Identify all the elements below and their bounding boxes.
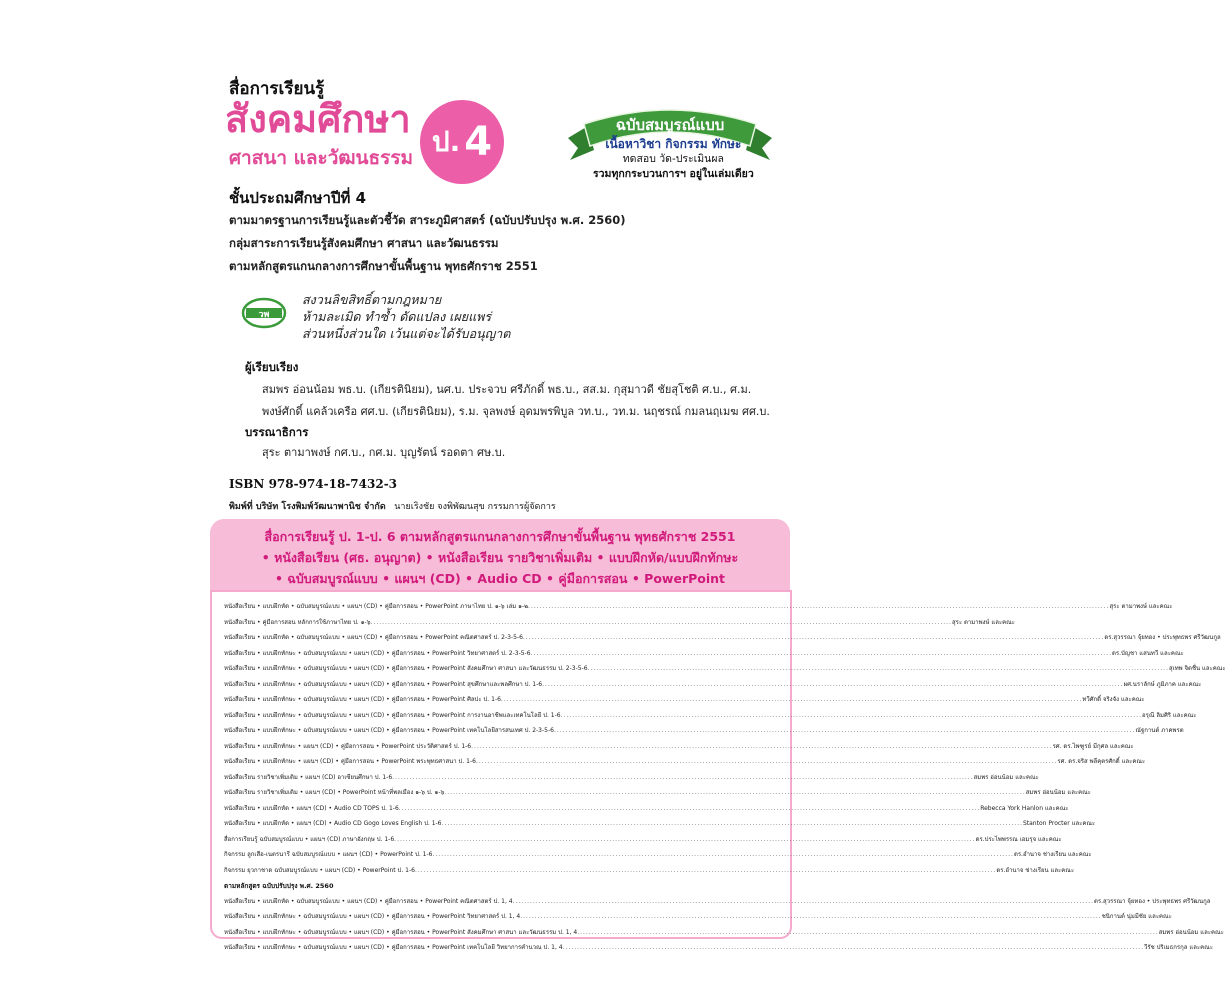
list-item	[224, 786, 1091, 800]
list-item	[224, 693, 1145, 707]
copyright-line-1: สงวนลิขสิทธิ์ตามกฎหมาย	[302, 292, 442, 307]
list-item	[224, 941, 1213, 955]
standard-line-1: ตามมาตรฐานการเรียนรู้และตัวชี้วัด สาระภูมิศาสตร์ (ฉบับปรับปรุง พ.ศ. 2560)	[229, 213, 626, 227]
list-item-authors: สมพร อ่อนน้อม และคณะ	[1025, 789, 1091, 796]
subject-subtitle: ศาสนา และวัฒนธรรม	[229, 147, 414, 169]
list-item	[224, 926, 1224, 940]
list-item-title: หนังสือเรียน • แบบฝึกทักษะ • ฉบับสมบูรณ์แบบ • แผนฯ (CD) • คู่มือการสอน • PowerPoint เทคโนโลยีสารสนเทศ ป. 2-3-5-6	[224, 727, 554, 734]
list-item-leader: ........................................................................................................................................................................................................	[512, 897, 1095, 905]
list-item-leader: ........................................................................................................................................................................................................	[432, 851, 1014, 858]
list-item	[224, 864, 1075, 878]
list-item-leader: ........................................................................................................................................................................................................	[587, 665, 1169, 672]
copyright-line-2: ห้ามละเมิด ทำซ้ำ ดัดแปลง เผยแพร่	[302, 309, 492, 324]
promo-line-3: • ฉบับสมบูรณ์แบบ • แผนฯ (CD) • Audio CD • คู่มือการสอน • PowerPoint	[274, 571, 726, 586]
list-item-authors: ดร.สุวรรณา จุ้ยทอง • ประพุทธพร ศรีวัฒนกูล	[1094, 897, 1211, 905]
list-item-authors: รศ. ดร.ไพฑูรย์ มีกุศล และคณะ	[1052, 742, 1134, 750]
list-item-authors: รศ. ดร.จริส พลีคุตรศักดิ์ และคณะ	[1057, 758, 1146, 765]
list-item-authors: ทวีศักดิ์ จริงจัง และคณะ	[1082, 696, 1145, 703]
list-item-leader: ........................................................................................................................................................................................................	[560, 711, 1143, 719]
ribbon-features	[593, 137, 754, 182]
list-item-authors: ดร.สุวรรณา จุ้ยทอง • ประพุทธพร ศรีวัฒนกูล	[1104, 634, 1221, 641]
list-item-leader: ........................................................................................................................................................................................................	[394, 835, 976, 843]
list-item	[224, 910, 1172, 924]
list-item-authors: Stanton Procter และคณะ	[1022, 820, 1096, 827]
list-item-title: หนังสือเรียน • แบบฝึกหัด • ฉบับสมบูรณ์แบบ • แผนฯ (CD) • คู่มือการสอน • PowerPoint คณิตศาสตร์ ป. 2-3-5-6	[224, 634, 523, 641]
subject-title: สังคมศึกษา	[225, 97, 411, 141]
list-item-title: หนังสือเรียน • แบบฝึกทักษะ • ฉบับสมบูรณ์แบบ • แผนฯ (CD) • คู่มือการสอน • PowerPoint การงานอาชีพและเทคโนโลยี ป. 1-6	[224, 711, 561, 719]
list-item-leader: ........................................................................................................................................................................................................	[500, 696, 1083, 703]
list-item-title: หนังสือเรียน • แบบฝึกหัด • แผนฯ (CD) • Audio CD Gogo Loves English ป. 1-6	[224, 820, 442, 827]
series-label: สื่อการเรียนรู้	[229, 79, 325, 99]
author-line-2: พงษ์ศักดิ์ แคล้วเครือ ศศ.บ. (เกียรตินิยม), ร.ม. จุลพงษ์ อุดมพรพิบูล วท.บ., วท.ม. นฤชรณ์ กมลนฤเมฆ ศศ.บ.	[262, 405, 770, 418]
list-item	[224, 647, 1184, 661]
list-item-authors: ชนิกานต์ นุ่มมีชัย และคณะ	[1101, 913, 1172, 920]
list-item-authors: สมพร อ่อนน้อม และคณะ	[973, 773, 1039, 781]
list-item-leader: ........................................................................................................................................................................................................	[522, 634, 1105, 641]
list-item-leader: ........................................................................................................................................................................................................	[577, 928, 1159, 936]
list-item-authors: อรุณี ลิมศิริ และคณะ	[1142, 711, 1197, 719]
list-item-authors: Rebecca York Hanlon และคณะ	[980, 804, 1069, 812]
author-line-1: สมพร อ่อนน้อม พธ.บ. (เกียรตินิยม), นศ.บ. ประจวบ ศรีภักดิ์ พธ.บ., สส.ม. กุสุมาวดี ชัยสุโชติ ศ.บ., ศ.ม.	[262, 383, 752, 396]
ribbon-feature-2: ทดสอบ วัด-ประเมินผล	[622, 153, 724, 165]
list-item	[224, 755, 1146, 769]
list-item-leader: ........................................................................................................................................................................................................	[528, 603, 1110, 610]
list-item-title: หนังสือเรียน • คู่มือการสอน หลักการใช้ภาษาไทย ป. ๑-๖	[224, 618, 371, 626]
copyright-line-3: ส่วนหนึ่งส่วนใด เว้นแต่จะได้รับอนุญาต	[302, 326, 511, 341]
list-item-leader: ........................................................................................................................................................................................................	[398, 804, 981, 812]
list-item-title: หนังสือเรียน • แบบฝึกหัด • ฉบับสมบูรณ์แบบ • แผนฯ (CD) • คู่มือการสอน • PowerPoint คณิตศาสตร์ ป. 1, 4	[224, 897, 513, 905]
list-item	[224, 616, 1015, 630]
list-item-authors: ผศ.นราลักษ์ ภูมิภาค และคณะ	[1123, 680, 1202, 688]
list-item-title: หนังสือเรียน • แบบฝึกทักษะ • ฉบับสมบูรณ์แบบ • แผนฯ (CD) • คู่มือการสอน • PowerPoint เทคโนโลยี วิทยาการคำนวณ ป. 1, 4	[224, 944, 563, 951]
ribbon-feature-3: รวมทุกกระบวนการฯ อยู่ในเล่มเดียว	[593, 168, 754, 180]
list-item-title: หนังสือเรียน • แบบฝึกทักษะ • ฉบับสมบูรณ์แบบ • แผนฯ (CD) • คู่มือการสอน • PowerPoint ศิลปะ ป. 1-6	[224, 696, 501, 703]
list-item-title: หนังสือเรียน • แบบฝึกทักษะ • แผนฯ (CD) • คู่มือการสอน • PowerPoint ประวัติศาสตร์ ป. 1-6	[224, 742, 472, 750]
list-item	[224, 600, 1173, 614]
ribbon-title: ฉบับสมบูรณ์แบบ	[615, 116, 725, 134]
list-item-leader: ........................................................................................................................................................................................................	[370, 618, 952, 626]
list-item-title: หนังสือเรียน • แบบฝึกทักษะ • ฉบับสมบูรณ์แบบ • แผนฯ (CD) • คู่มือการสอน • PowerPoint วิทยาศาสตร์ ป. 1, 4	[224, 913, 521, 920]
isbn: ISBN 978-974-18-7432-3	[229, 477, 398, 491]
editors-line: สุระ ตามาพงษ์ กศ.บ., กศ.ม. บุญรัตน์ รอดตา ศษ.บ.	[262, 446, 506, 459]
authors-heading: ผู้เรียบเรียง	[245, 360, 299, 374]
list-item-title: กิจกรรม ลูกเสือ-เนตรนารี ฉบับสมบูรณ์แบบ • แผนฯ (CD) • PowerPoint ป. 1-6	[224, 851, 433, 858]
list-item-leader: ........................................................................................................................................................................................................	[553, 727, 1136, 734]
list-item	[224, 740, 1134, 754]
list-item-leader: ........................................................................................................................................................................................................	[414, 866, 997, 874]
list-item-authors: ดร.บัญชา แสนทวี และคณะ	[1112, 649, 1184, 657]
list-item-title: หนังสือเรียน • แบบฝึกหัด • ฉบับสมบูรณ์แบบ • แผนฯ (CD) • คู่มือการสอน • PowerPoint ภาษาไทย ป. ๑-๖ เล่ม ๑-๒	[224, 603, 529, 610]
list-item-leader: ........................................................................................................................................................................................................	[441, 820, 1023, 827]
list-item	[224, 833, 1062, 847]
copyright-notice	[302, 291, 510, 342]
list-item-title: หนังสือเรียน รายวิชาเพิ่มเติม • แผนฯ (CD) อาเซียนศึกษา ป. 1-6	[224, 773, 393, 781]
list-item-title: หนังสือเรียน รายวิชาเพิ่มเติม • แผนฯ (CD) • PowerPoint หน้าที่พลเมือง ๑-๖ ป. ๑-๖	[224, 789, 445, 796]
publisher-person: นายเริงชัย จงพิพัฒนสุข กรรมการผู้จัดการ	[394, 502, 556, 512]
list-item-leader: ........................................................................................................................................................................................................	[444, 789, 1026, 796]
list-item-title: กิจกรรม ยุวกาชาด ฉบับสมบูรณ์แบบ • แผนฯ (CD) • PowerPoint ป. 1-6	[224, 866, 415, 874]
list-item-authors: สุเทพ จิตชื่น และคณะ	[1169, 665, 1226, 672]
list-item-leader: ........................................................................................................................................................................................................	[520, 913, 1102, 920]
promo-line-2: • หนังสือเรียน (ศธ. อนุญาต) • หนังสือเรียน รายวิชาเพิ่มเติม • แบบฝึกหัด/แบบฝึกทักษะ	[261, 550, 739, 565]
logo-text: วพ	[258, 310, 270, 320]
editor-heading: บรรณาธิการ	[245, 425, 309, 439]
list-item	[224, 895, 1211, 909]
publisher-logo	[242, 297, 286, 329]
list-item	[224, 662, 1226, 676]
promo-line-1: สื่อการเรียนรู้ ป. 1-ป. 6 ตามหลักสูตรแกนกลางการศึกษาขั้นพื้นฐาน พุทธศักราช 2551	[264, 529, 736, 544]
list-item-title: หนังสือเรียน • แบบฝึกทักษะ • แผนฯ (CD) • คู่มือการสอน • PowerPoint พระพุทธศาสนา ป. 1-6	[224, 758, 476, 765]
list-item	[224, 678, 1202, 692]
list-item-authors: สมพร อ่อนน้อม และคณะ	[1158, 928, 1224, 936]
list-item-title: สื่อการเรียนรู้ ฉบับสมบูรณ์แบบ • แผนฯ (CD) ภาษาอังกฤษ ป. 1-6	[224, 835, 395, 843]
list-item-leader: ........................................................................................................................................................................................................	[392, 773, 974, 781]
list-item-authors: ดร.ประไพพรรณ เอมรุจ และคณะ	[975, 835, 1062, 843]
list-item	[224, 802, 1069, 816]
publisher-line	[229, 499, 556, 513]
list-item	[224, 724, 1184, 738]
grade-heading: ชั้นประถมศึกษาปีที่ 4	[229, 189, 367, 207]
grade-prefix: ป.	[431, 125, 461, 158]
list-item	[224, 771, 1039, 785]
list-item-authors: ดร.อำนาจ ช่างเรียน และคณะ	[1013, 851, 1092, 858]
list-item-title: หนังสือเรียน • แบบฝึกหัด • แผนฯ (CD) • Audio CD TOPS ป. 1-6	[224, 804, 399, 812]
standard-line-2: กลุ่มสาระการเรียนรู้สังคมศึกษา ศาสนา และวัฒนธรรม	[229, 236, 499, 250]
list-item-leader: ........................................................................................................................................................................................................	[530, 649, 1112, 657]
grade-number: 4	[464, 119, 493, 165]
list-item	[224, 709, 1197, 723]
list-item-authors: ดร.อำนาจ ช่างเรียน และคณะ	[996, 866, 1075, 874]
list-item-authors: วีรัช ปริเมธกรกุล และคณะ	[1144, 944, 1213, 951]
standard-line-3: ตามหลักสูตรแกนกลางการศึกษาขั้นพื้นฐาน พุทธศักราช 2551	[229, 259, 538, 273]
list-item-title: หนังสือเรียน • แบบฝึกทักษะ • ฉบับสมบูรณ์แบบ • แผนฯ (CD) • คู่มือการสอน • PowerPoint วิทยาศาสตร์ ป. 2-3-5-6	[224, 649, 531, 657]
list-item-leader: ........................................................................................................................................................................................................	[562, 944, 1145, 951]
list-item	[224, 848, 1092, 862]
list-item-authors: สุระ ตามาพงษ์ และคณะ	[1109, 603, 1173, 610]
list-item-title: หนังสือเรียน • แบบฝึกทักษะ • ฉบับสมบูรณ์แบบ • แผนฯ (CD) • คู่มือการสอน • PowerPoint สังคมศึกษา ศาสนา และวัฒนธรรม ป. 1, 4	[224, 928, 578, 936]
list-item-leader: ........................................................................................................................................................................................................	[542, 680, 1124, 688]
list-item	[224, 817, 1096, 831]
grade-badge	[420, 100, 504, 184]
list-item	[224, 631, 1221, 645]
list-item-authors: สุระ ตามาพงษ์ และคณะ	[951, 618, 1015, 626]
list-item-leader: ........................................................................................................................................................................................................	[471, 742, 1053, 750]
ribbon-feature-1: เนื้อหาวิชา กิจกรรม ทักษะ	[605, 137, 742, 151]
list-item-title: หนังสือเรียน • แบบฝึกทักษะ • ฉบับสมบูรณ์แบบ • แผนฯ (CD) • คู่มือการสอน • PowerPoint สังคมศึกษา ศาสนา และวัฒนธรรม ป. 2-3-5-6	[224, 665, 588, 672]
list-item-title: หนังสือเรียน • แบบฝึกทักษะ • ฉบับสมบูรณ์แบบ • แผนฯ (CD) • คู่มือการสอน • PowerPoint สุขศึกษาและพลศึกษา ป. 1-6	[224, 680, 543, 688]
publisher-label: พิมพ์ที่ บริษัท โรงพิมพ์วัฒนาพานิช จำกัด	[229, 502, 386, 512]
list-section-heading: ตามหลักสูตร ฉบับปรับปรุง พ.ศ. 2560	[224, 882, 334, 890]
list-item-leader: ........................................................................................................................................................................................................	[475, 758, 1058, 765]
list-item-authors: ณัฐกานต์ ภาคพรต	[1135, 727, 1184, 734]
